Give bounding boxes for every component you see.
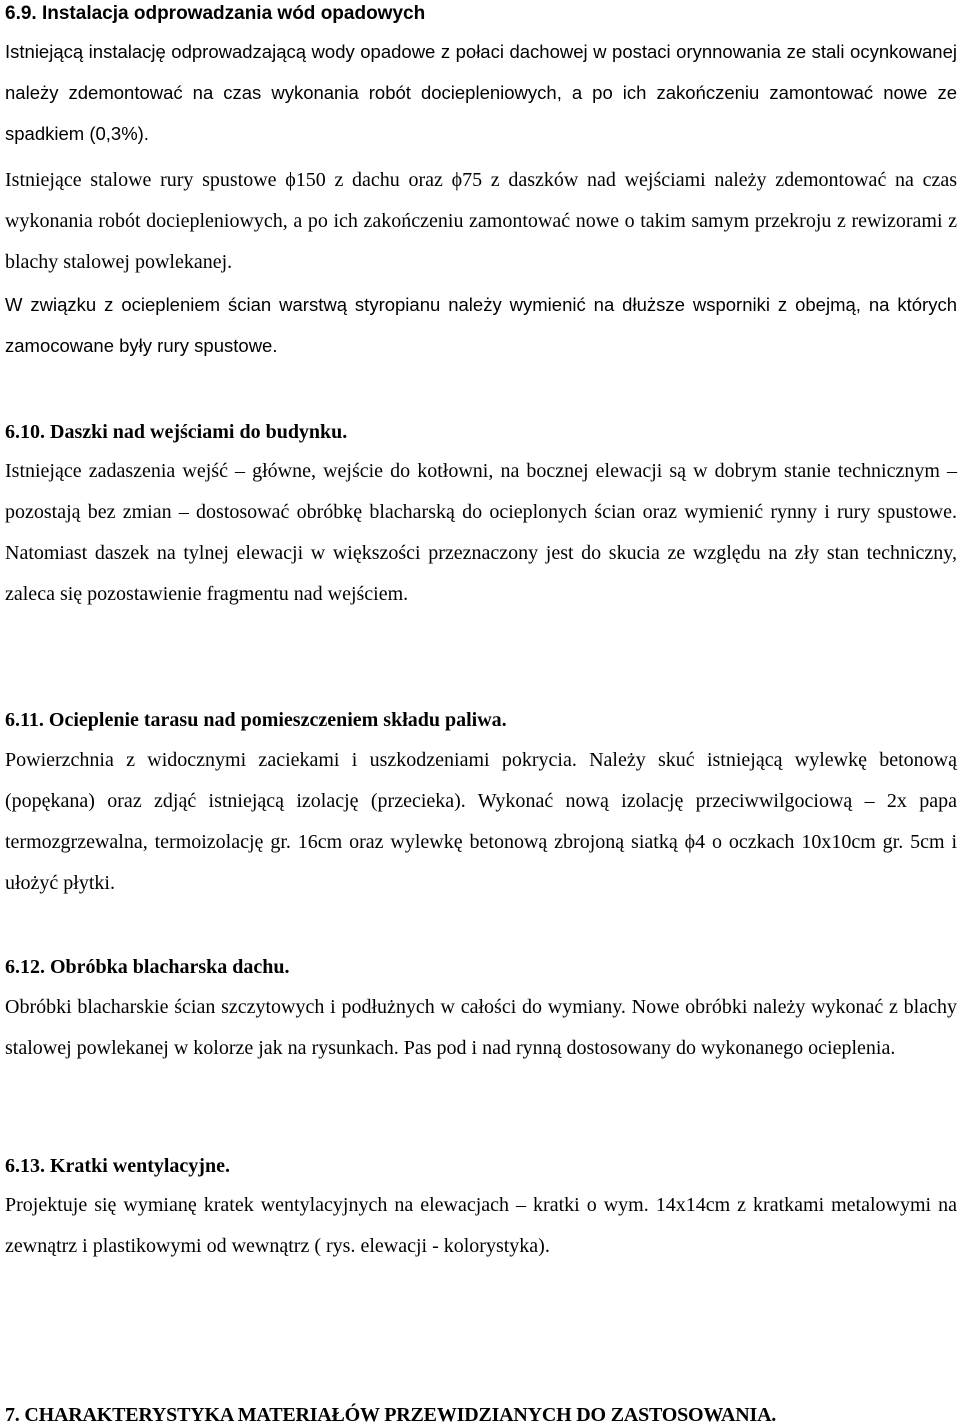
paragraph-canopies-part-1: Istniejące zadaszenia wejść – główne, wejście do kotłowni, na bocznej elewacji są w dobrym stanie technicznym – pozostają bez zmian – dostosować obróbkę blacharską do ocieplonych ścian oraz wymienić rynny i rury spustowe. [5,460,957,523]
section-heading-6-9: 6.9. Instalacja odprowadzania wód opadowych [5,3,426,24]
paragraph-canopies-part-2: Natomiast daszek na tylnej elewacji w większości przeznaczony jest do skucia ze względu na zły stan techniczny, zaleca się pozostawienie fragmentu nad wejściem. [5,542,957,605]
paragraph-brackets: W związku z ociepleniem ścian warstwą styropianu należy wymienić na dłuższe wsporniki z obejmą, na których zamocowane były rury spustowe. [5,294,957,356]
paragraph-downpipes: Istniejące stalowe rury spustowe ϕ150 z dachu oraz ϕ75 z daszków nad wejściami należy zdemontować na czas wykonania robót dociepleniowych, a po ich zakończeniu zamontować nowe o takim samym przekroju z rewizorami z blachy stalowej powlekanej. [5,169,957,273]
paragraph-ventilation-grilles: Projektuje się wymianę kratek wentylacyjnych na elewacjach – kratki o wym. 14x14cm z kratkami metalowymi na zewnątrz i plastikowymi od wewnątrz ( rys. elewacji - kolorystyka). [5,1194,957,1257]
paragraph-roof-flashing: Obróbki blacharskie ścian szczytowych i podłużnych w całości do wymiany. Nowe obróbki należy wykonać z blachy stalowej powlekanej w kolorze jak na rysunkach. Pas pod i nad rynną dostosowany do wykonanego ocieplenia. [5,996,957,1059]
section-heading-6-11: 6.11. Ocieplenie tarasu nad pomieszczeniem składu paliwa. [5,709,507,731]
paragraph-terrace-insulation: Powierzchnia z widocznymi zaciekami i uszkodzeniami pokrycia. Należy skuć istniejącą wylewkę betonową (popękana) oraz zdjąć istniejącą izolację (przecieka). Wykonać nową izolację przeciwwilgociową – 2x papa termozgrzewalna, termoizolację gr. 16cm oraz wylewkę betonową zbrojoną siatką ϕ4 o oczkach 10x10cm gr. 5cm i ułożyć płytki. [5,749,957,894]
paragraph-canopies [5,451,957,615]
section-heading-6-10: 6.10. Daszki nad wejściami do budynku. [5,421,348,443]
section-heading-7: 7. CHARAKTERYSTYKA MATERIAŁÓW PRZEWIDZIANYCH DO ZASTOSOWANIA. [5,1404,777,1426]
section-heading-6-12: 6.12. Obróbka blacharska dachu. [5,956,290,978]
paragraph-gutter-removal: Istniejącą instalację odprowadzającą wody opadowe z połaci dachowej w postaci orynnowania ze stali ocynkowanej należy zdemontować na czas wykonania robót dociepleniowych, a po ich zakończeniu zamontować nowe ze spadkiem (0,3%). [5,41,957,144]
section-heading-6-13: 6.13. Kratki wentylacyjne. [5,1155,230,1177]
